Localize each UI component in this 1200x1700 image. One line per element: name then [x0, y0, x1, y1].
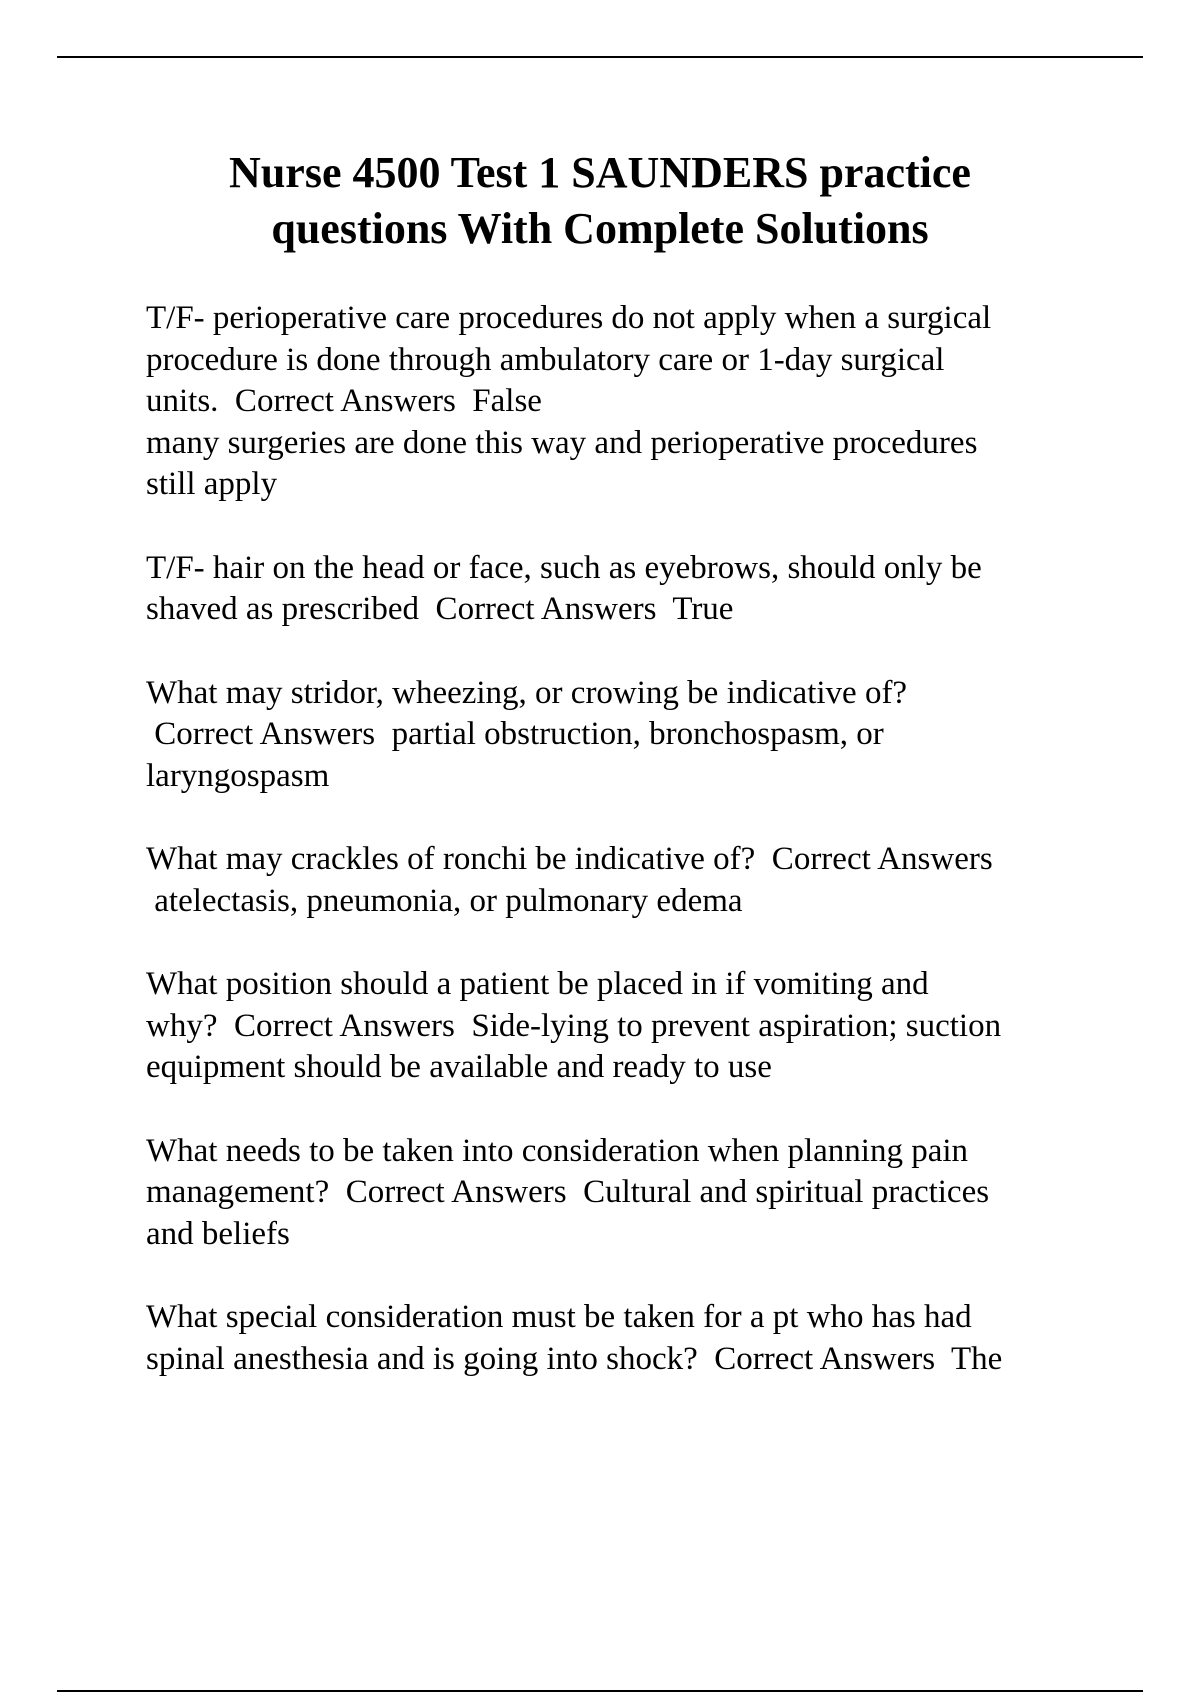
text-line: still apply [146, 466, 278, 502]
bottom-rule [57, 1690, 1143, 1692]
text-line: management? Correct Answers Cultural and spiritual practices [146, 1174, 990, 1210]
title-line-2: questions With Complete Solutions [271, 204, 929, 253]
qa-item-3 [146, 673, 1106, 798]
document-body [146, 298, 1106, 1422]
qa-item-4 [146, 839, 1106, 922]
text-line: Correct Answers partial obstruction, bronchospasm, or [146, 716, 884, 752]
qa-item-5 [146, 964, 1106, 1089]
text-line: laryngospasm [146, 757, 330, 794]
document-title [100, 145, 1100, 257]
text-line: T/F- hair on the head or face, such as eyebrows, should only be [146, 549, 982, 586]
text-line: atelectasis, pneumonia, or pulmonary edema [146, 882, 743, 919]
text-line: spinal anesthesia and is going into shock? Correct Answers The [146, 1340, 1003, 1377]
text-line: many surgeries are done this way and perioperative procedures [146, 424, 978, 461]
text-line: shaved as prescribed Correct Answers True [146, 591, 734, 627]
text-line: why? Correct Answers Side-lying to prevent aspiration; suction [146, 1007, 1002, 1044]
qa-item-1 [146, 298, 1106, 506]
text-line: What may stridor, wheezing, or crowing be indicative of? [146, 674, 908, 711]
qa-item-2 [146, 548, 1106, 631]
top-rule [57, 56, 1143, 58]
text-line: What position should a patient be placed in if vomiting and [146, 966, 929, 1002]
text-line: and beliefs [146, 1215, 290, 1252]
qa-item-7 [146, 1297, 1106, 1380]
text-line: What special consideration must be taken for a pt who has had [146, 1299, 972, 1335]
text-line: equipment should be available and ready to use [146, 1049, 772, 1085]
text-line: What may crackles of ronchi be indicative of? Correct Answers [146, 841, 993, 877]
qa-item-6 [146, 1131, 1106, 1256]
text-line: What needs to be taken into consideration when planning pain [146, 1132, 969, 1169]
text-line: T/F- perioperative care procedures do not apply when a surgical [146, 300, 992, 336]
text-line: procedure is done through ambulatory care or 1-day surgical [146, 341, 945, 378]
text-line: units. Correct Answers False [146, 383, 542, 419]
title-line-1: Nurse 4500 Test 1 SAUNDERS practice [229, 148, 971, 197]
